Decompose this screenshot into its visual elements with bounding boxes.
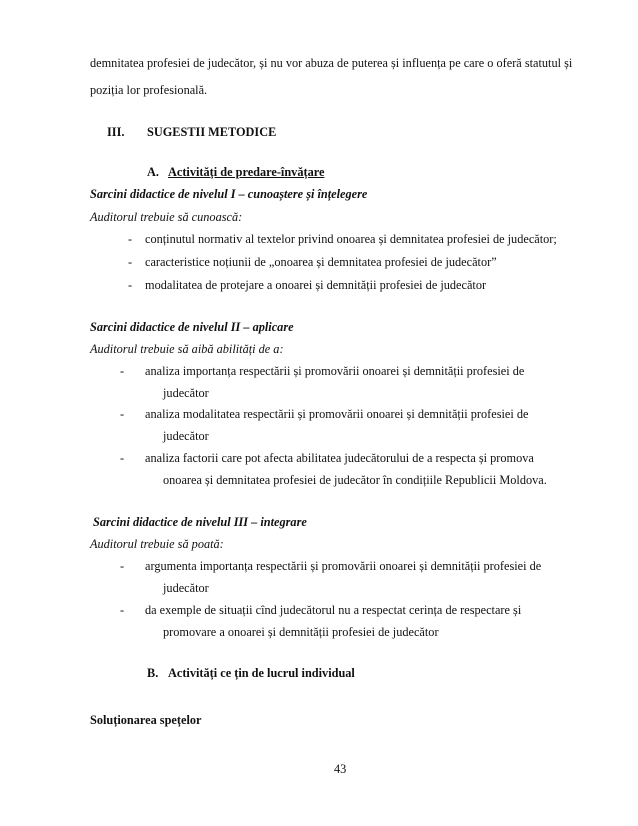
level2-item-2-line-1: analiza modalitatea respectării și promovării onoarei și demnității profesiei de [145,407,529,421]
list-bullet: - [120,407,125,421]
list-bullet: - [120,451,125,465]
level1-item-2: caracteristice noțiunii de „onoarea și demnitatea profesiei de judecător” [145,255,497,269]
level2-item-3-line-2: onoarea și demnitatea profesiei de judecător în condițiile Republicii Moldova. [163,473,547,487]
level1-heading: Sarcini didactice de nivelul I – cunoaștere și înțelegere [90,187,368,201]
list-bullet: - [120,559,125,573]
level3-item-1-line-2: judecător [163,581,209,595]
level2-item-1-line-2: judecător [163,386,209,400]
section-number: III. [107,125,125,139]
intro-line-1: demnitatea profesiei de judecător, și nu vor abuza de puterea și influența pe care o oferă statutul și [90,56,573,70]
list-bullet: - [128,255,133,269]
page-number: 43 [334,762,347,776]
level3-heading: Sarcini didactice de nivelul III – integrare [93,515,307,529]
final-heading: Soluționarea spețelor [90,713,202,727]
section-title: SUGESTII METODICE [147,125,277,139]
list-bullet: - [120,364,125,378]
level2-item-1-line-1: analiza importanța respectării și promovării onoarei și demnității profesiei de [145,364,525,378]
list-bullet: - [128,232,133,246]
level2-heading: Sarcini didactice de nivelul II – aplicare [90,320,294,334]
level2-lead: Auditorul trebuie să aibă abilități de a: [90,342,284,356]
subsection-a-title: Activități de predare-învățare [168,165,325,179]
level3-lead: Auditorul trebuie să poată: [90,537,224,551]
subsection-b-title: Activități ce țin de lucrul individual [168,666,355,680]
level2-item-2-line-2: judecător [163,429,209,443]
list-bullet: - [128,278,133,292]
subsection-a-letter: A. [147,165,159,179]
level1-item-1: conținutul normativ al textelor privind onoarea și demnitatea profesiei de judecător; [145,232,557,246]
intro-line-2: poziția lor profesională. [90,83,208,97]
subsection-b-letter: B. [147,666,159,680]
level3-item-2-line-1: da exemple de situații cînd judecătorul nu a respectat cerința de respectare și [145,603,522,617]
list-bullet: - [120,603,125,617]
level1-lead: Auditorul trebuie să cunoască: [90,210,243,224]
level1-item-3: modalitatea de protejare a onoarei și demnității profesiei de judecător [145,278,487,292]
level2-item-3-line-1: analiza factorii care pot afecta abilitatea judecătorului de a respecta și promova [145,451,534,465]
level3-item-1-line-1: argumenta importanța respectării și promovării onoarei și demnității profesiei de [145,559,542,573]
level3-item-2-line-2: promovare a onoarei și demnității profesiei de judecător [163,625,439,639]
